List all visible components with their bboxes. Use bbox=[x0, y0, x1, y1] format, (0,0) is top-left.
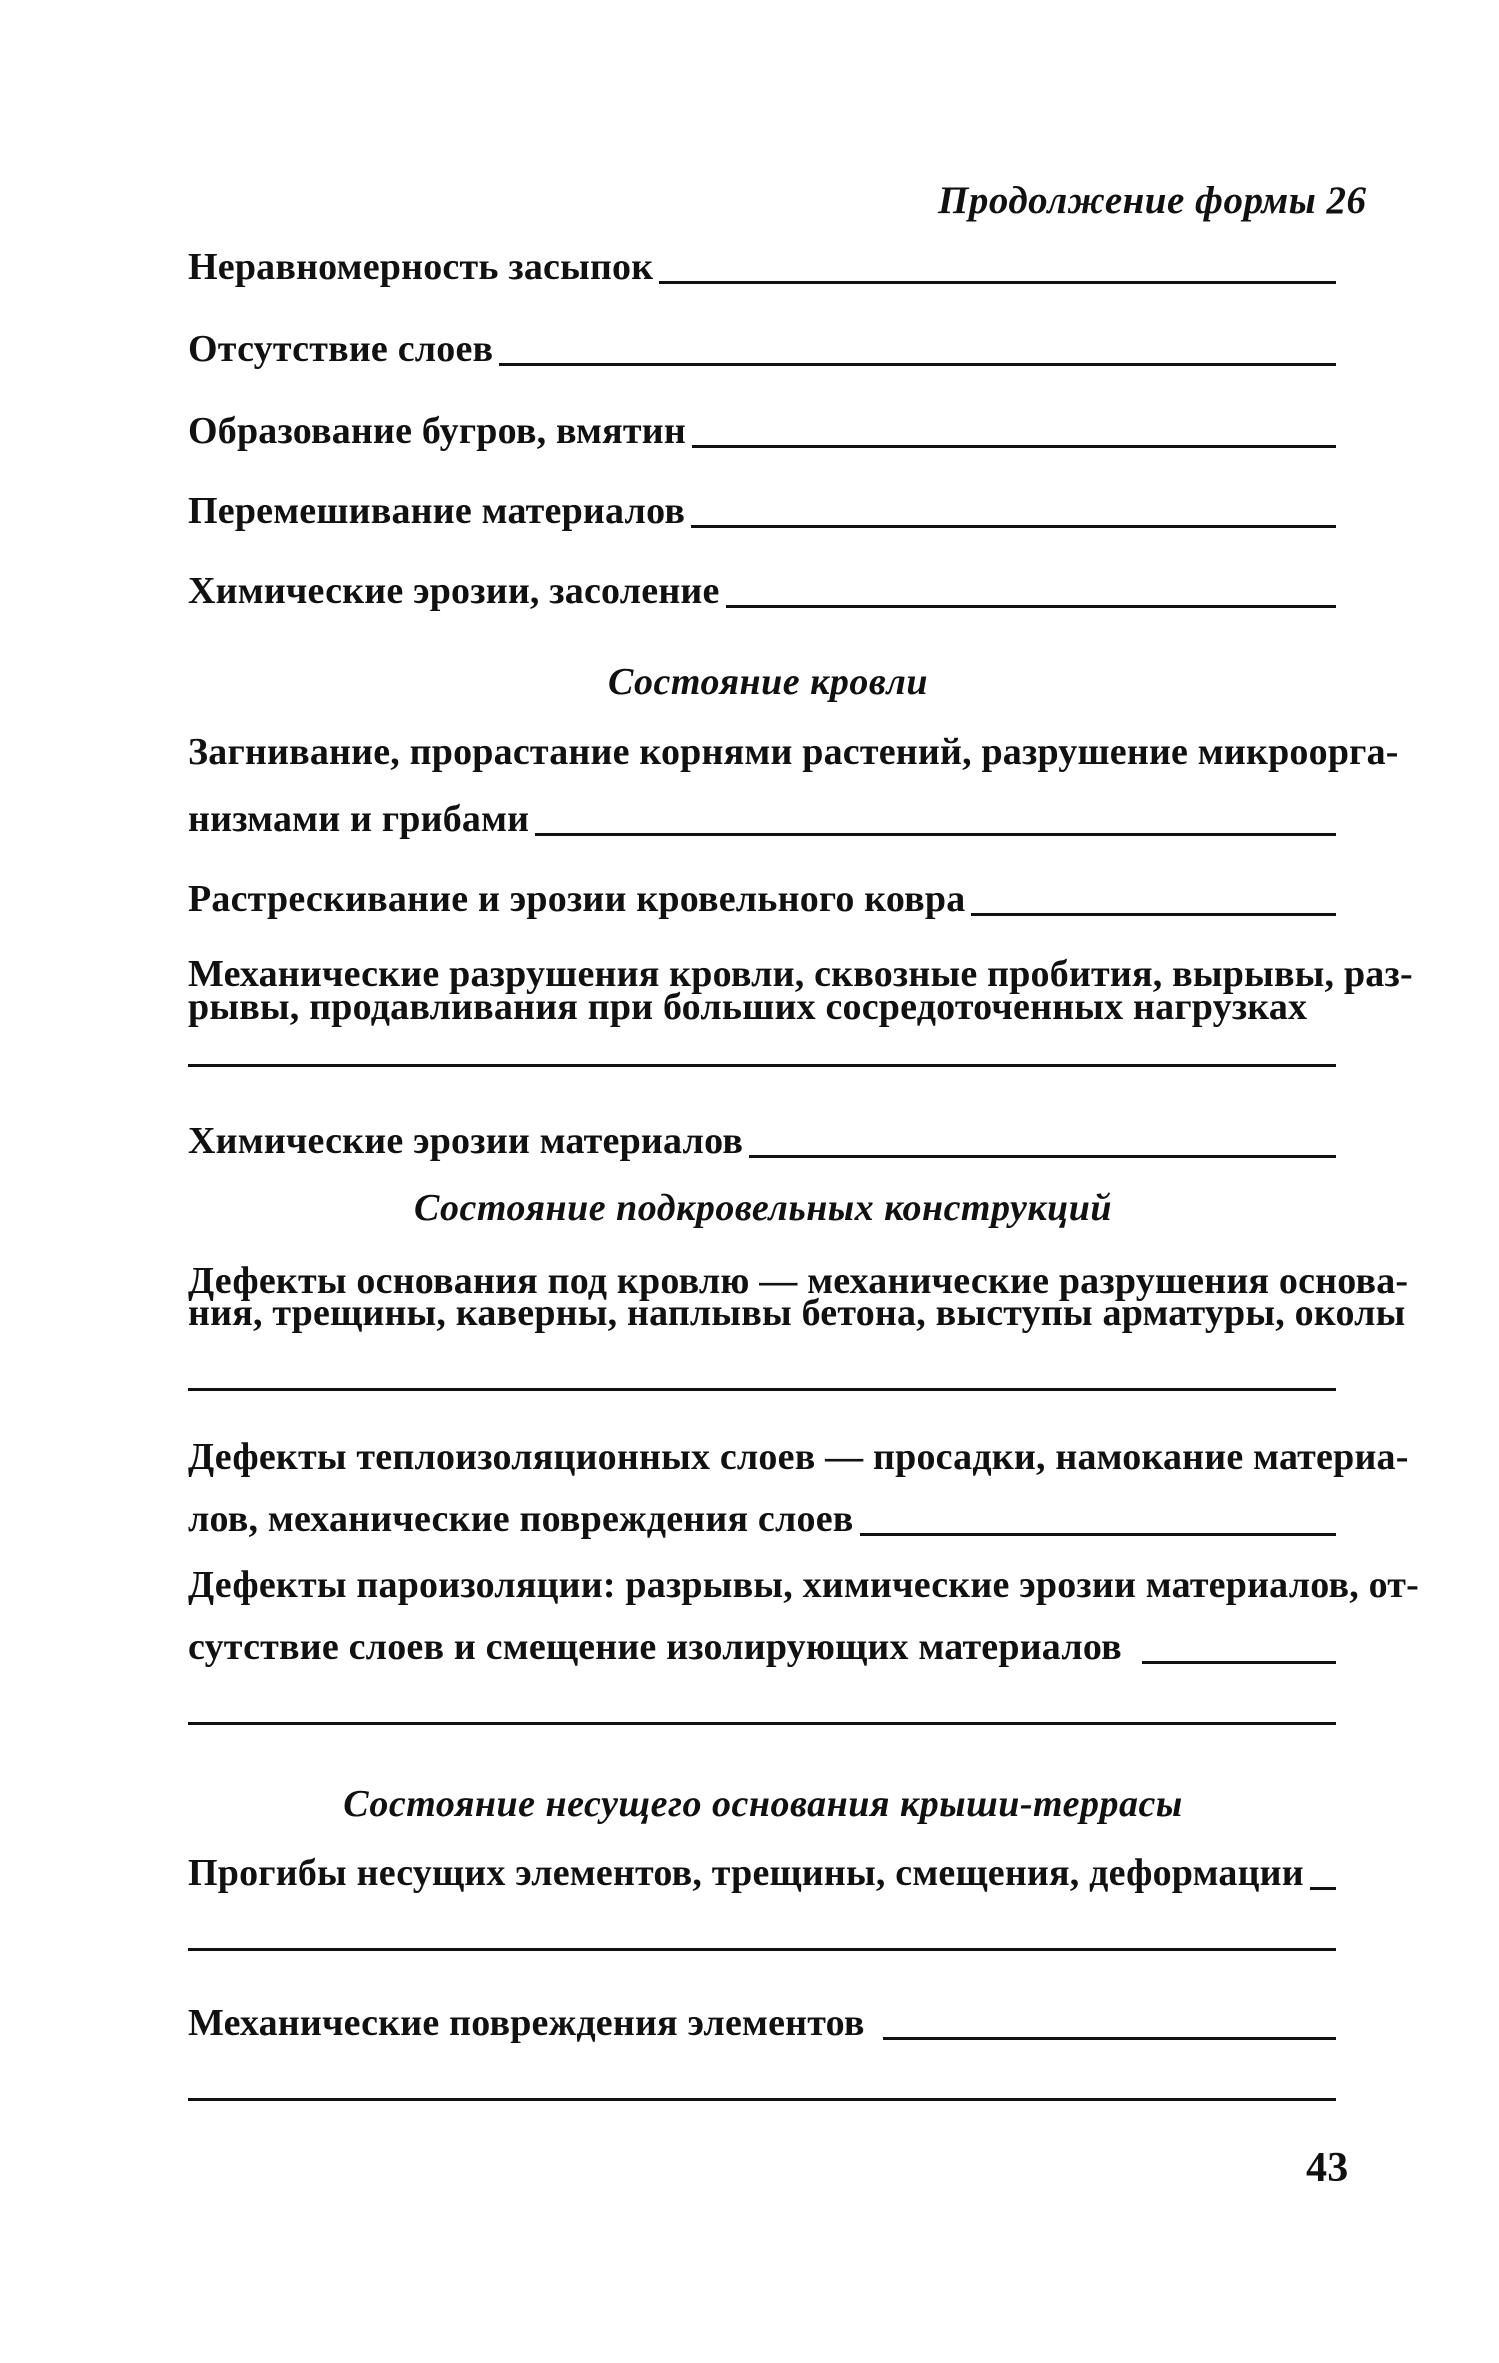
fill-line-roof-mechanical bbox=[188, 1064, 1336, 1067]
fill-line bbox=[1310, 1887, 1336, 1890]
underroof-base-text-line1: Дефекты основания под кровлю — механические разрушения основа- bbox=[188, 1260, 1409, 1302]
field-label: Растрескивание и эрозии кровельного ковра bbox=[188, 878, 966, 920]
roof-mechanical-text-line1: Механические разрушения кровли, сквозные пробития, вырывы, раз- bbox=[188, 953, 1413, 995]
field-label: Механические повреждения элементов bbox=[188, 2002, 865, 2044]
fill-line-underroof-vapor bbox=[188, 1722, 1336, 1725]
field-label: Перемешивание материалов bbox=[188, 490, 686, 532]
fill-line bbox=[1142, 1661, 1336, 1664]
field-bumps-dents bbox=[188, 412, 1336, 450]
page-number: 43 bbox=[1306, 2145, 1349, 2191]
field-base-deflection bbox=[188, 1854, 1336, 1892]
field-label: Химические эрозии, засоление bbox=[188, 570, 720, 612]
field-label: Образование бугров, вмятин bbox=[188, 410, 686, 452]
fill-line-base-mechanical bbox=[188, 2098, 1336, 2101]
fill-line bbox=[659, 281, 1336, 284]
fill-line bbox=[883, 2037, 1336, 2040]
field-label: низмами и грибами bbox=[188, 798, 530, 840]
fill-line-base-deflection bbox=[188, 1948, 1336, 1951]
field-roof-chemical-erosion bbox=[188, 1122, 1336, 1160]
field-label: Прогибы несущих элементов, трещины, смещения, деформации bbox=[188, 1852, 1304, 1894]
section-title-underroof: Состояние подкровельных конструкций bbox=[413, 1187, 1113, 1229]
fill-line bbox=[691, 525, 1336, 528]
field-roof-rotting bbox=[188, 800, 1336, 838]
field-roof-cracking bbox=[188, 880, 1336, 918]
underroof-base-text-line2: ния, трещины, каверны, наплывы бетона, выступы арматуры, околы bbox=[188, 1292, 1406, 1334]
field-label: Отсутствие слоев bbox=[188, 328, 494, 370]
underroof-insulation-text-line1: Дефекты теплоизоляционных слоев — просадки, намокание материа- bbox=[188, 1436, 1409, 1478]
section-title-roof: Состояние кровли bbox=[607, 661, 929, 703]
field-missing-layers bbox=[188, 330, 1336, 368]
fill-line bbox=[860, 1533, 1337, 1536]
roof-rotting-text-line1: Загнивание, прорастание корнями растений, разрушение микроорга- bbox=[188, 731, 1399, 773]
field-material-mixing bbox=[188, 492, 1336, 530]
roof-mechanical-text-line2: рывы, продавливания при больших сосредоточенных нагрузках bbox=[188, 986, 1308, 1028]
form-continuation-header: Продолжение формы 26 bbox=[938, 179, 1367, 222]
fill-line bbox=[971, 913, 1336, 916]
field-label: Неравномерность засыпок bbox=[188, 246, 654, 288]
field-label: Химические эрозии материалов bbox=[188, 1120, 744, 1162]
underroof-vapor-text-line1: Дефекты пароизоляции: разрывы, химические эрозии материалов, от- bbox=[188, 1564, 1420, 1606]
fill-line bbox=[692, 445, 1336, 448]
fill-line bbox=[535, 833, 1336, 836]
field-underroof-vapor bbox=[188, 1628, 1336, 1666]
field-base-mechanical bbox=[188, 2004, 1336, 2042]
field-underroof-insulation bbox=[188, 1500, 1336, 1538]
field-uneven-backfill bbox=[188, 248, 1336, 286]
field-label: сутствие слоев и смещение изолирующих материалов bbox=[188, 1626, 1122, 1668]
fill-line bbox=[726, 605, 1336, 608]
fill-line bbox=[499, 363, 1336, 366]
fill-line bbox=[749, 1155, 1336, 1158]
section-title-load-bearing-base: Состояние несущего основания крыши-террасы bbox=[343, 1783, 1183, 1825]
field-label: лов, механические повреждения слоев bbox=[188, 1498, 854, 1540]
field-chemical-erosion-salinization bbox=[188, 572, 1336, 610]
fill-line-underroof-base bbox=[188, 1388, 1336, 1391]
